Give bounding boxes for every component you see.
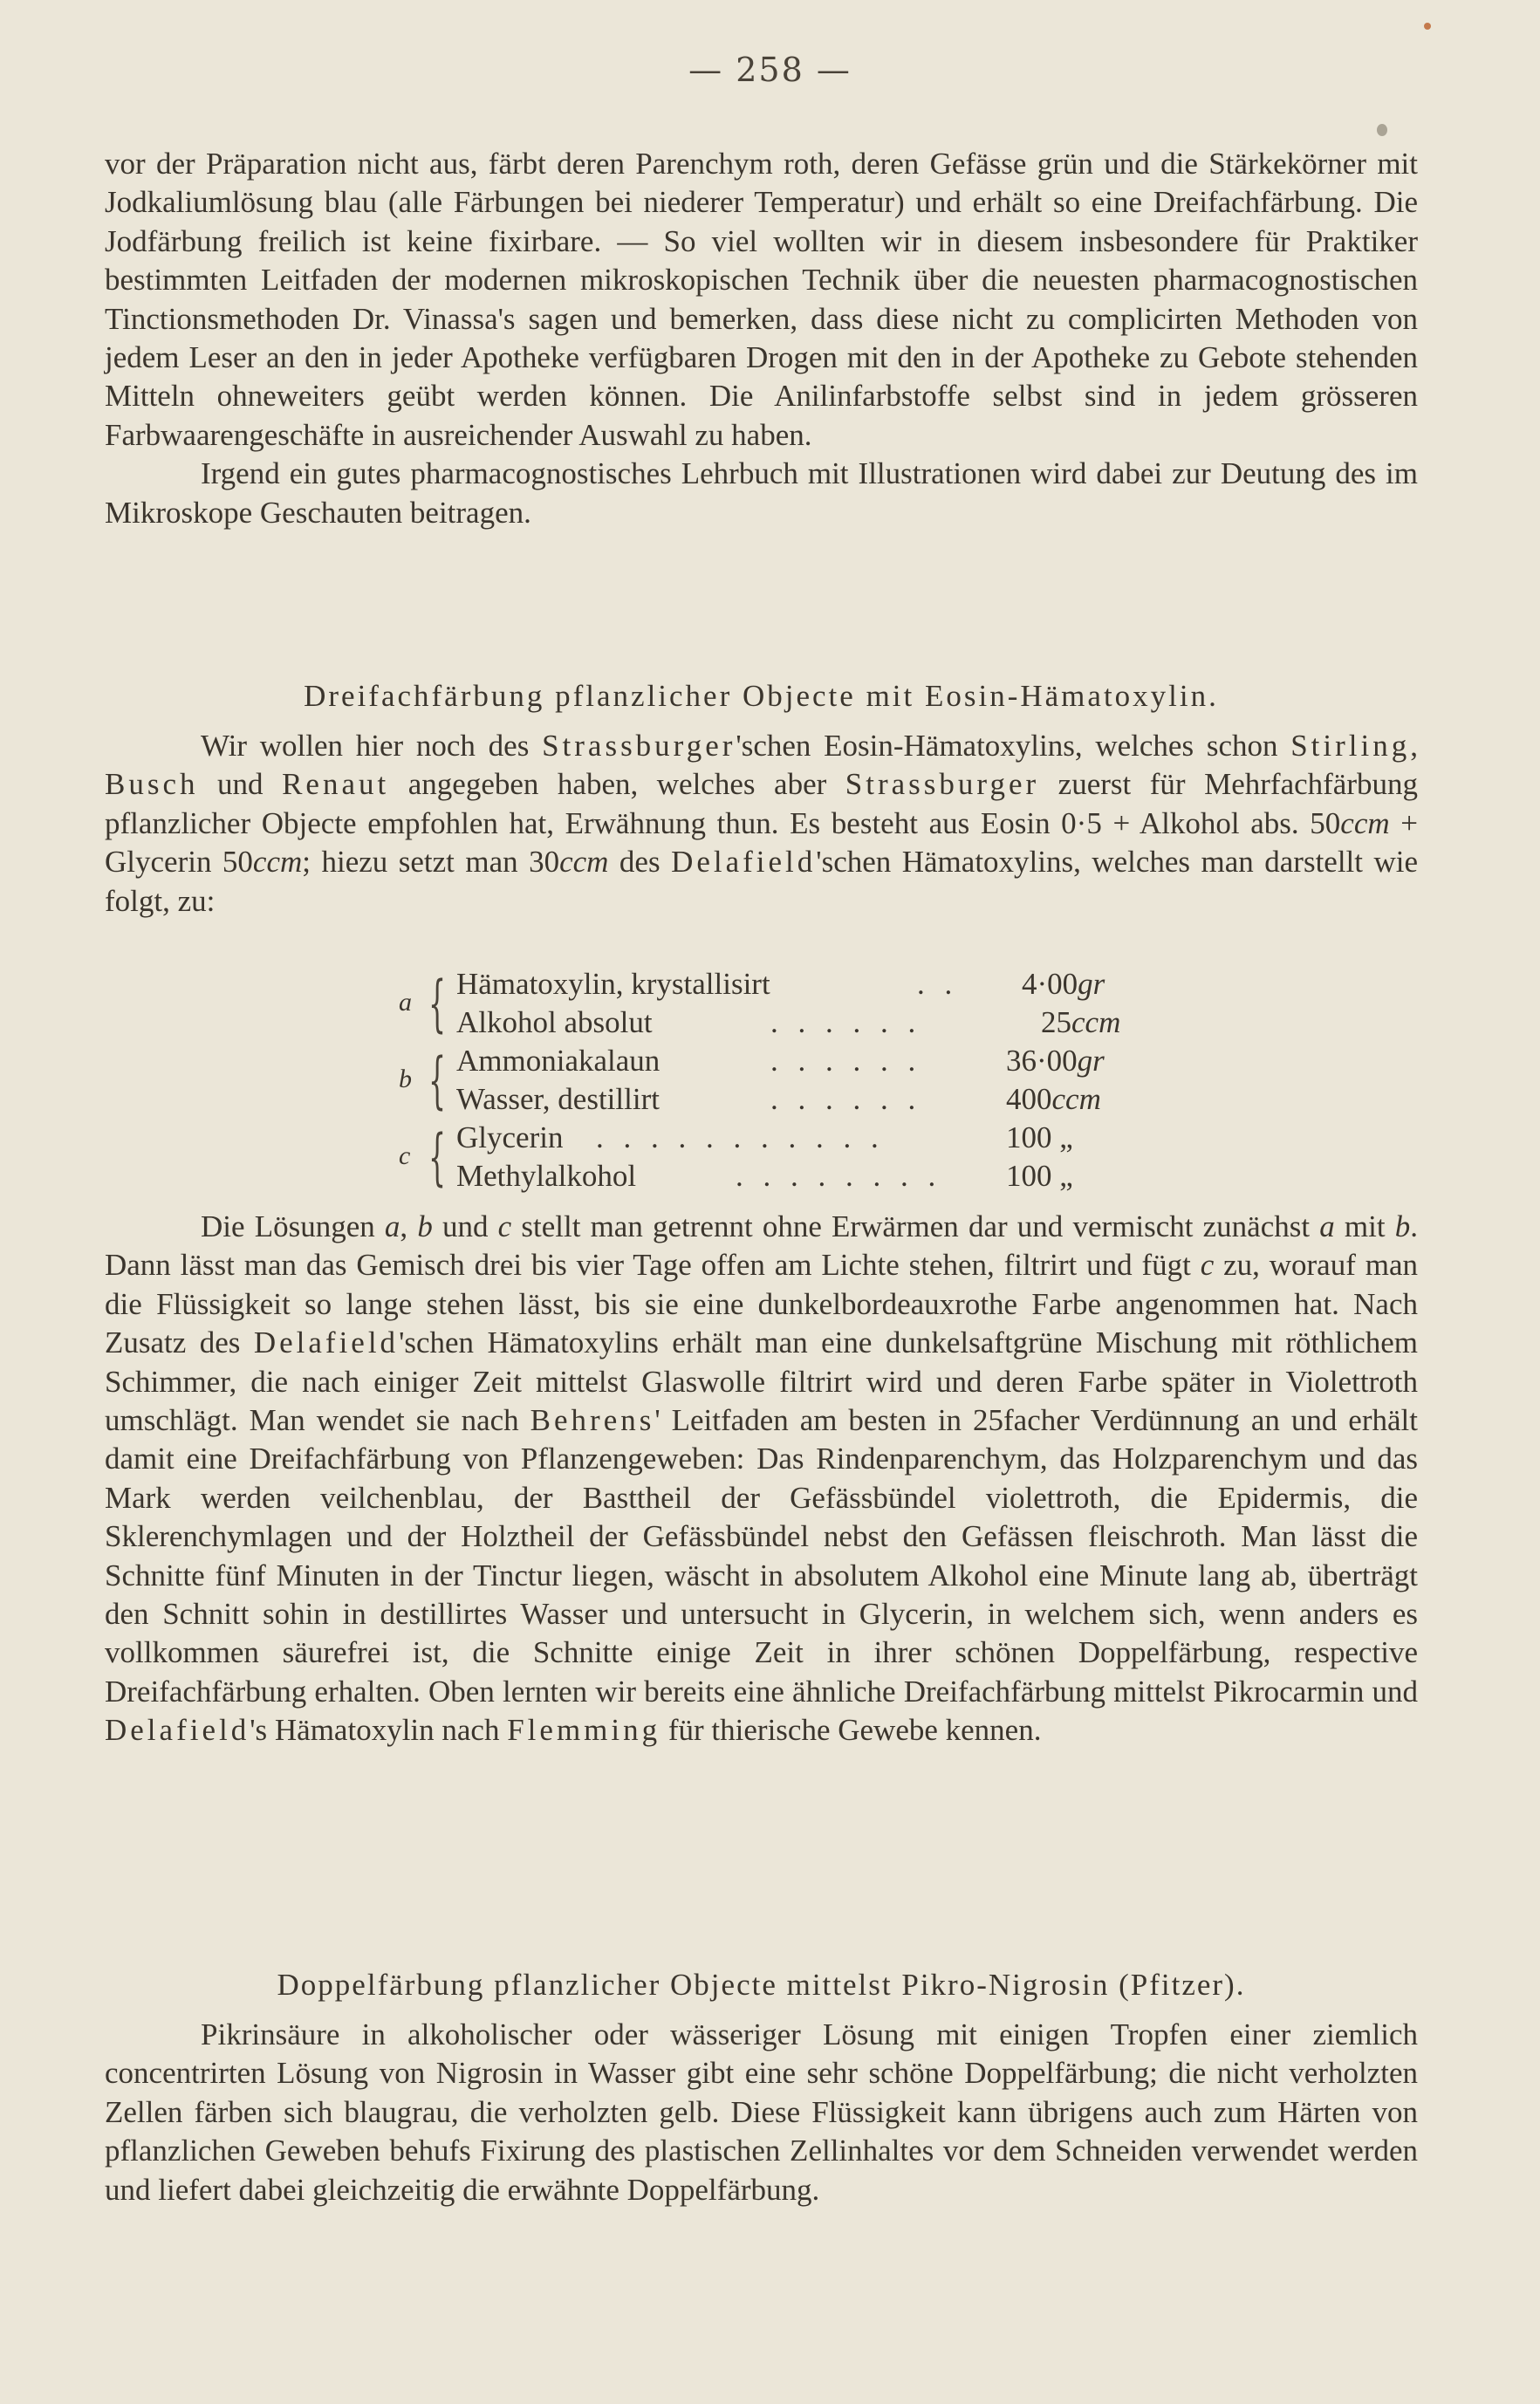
- paragraph-method: [105, 1208, 1418, 1750]
- author-name: Renaut: [282, 767, 390, 802]
- recipe-row: [456, 1157, 1146, 1195]
- paragraph-text: Wir wollen hier noch des Strassburger'schen Eosin-Hämatoxylins, welches schon Stirling, Busch und Renaut angegeben haben, welches aber Strassburger zuerst für Mehrfachfärbung pflanzlicher Objecte empfohlen hat, Erwähnung thun. Es besteht aus Eosin 0·5 + Alkohol abs. 50ccm + Glycerin 50ccm; hiezu setzt man 30ccm des Delafield'schen Hämatoxylins, welches man darstellt wie folgt, zu:: [105, 729, 1419, 918]
- recipe-row: [456, 1042, 1146, 1080]
- ingredient-name: Glycerin: [456, 1120, 564, 1154]
- page-number: — 258 —: [688, 51, 852, 89]
- brace-icon: {: [428, 1044, 447, 1116]
- paragraph-nigrosin: [105, 2016, 1418, 2209]
- ingredient-name: Wasser, destillirt: [456, 1082, 660, 1116]
- recipe-group-c: [397, 1119, 1147, 1195]
- section-heading: Dreifachfärbung pflanzlicher Objecte mit Eosin-Hämatoxylin.: [304, 679, 1219, 713]
- ingredient-quantity: 25ccm: [1041, 1005, 1121, 1039]
- recipe-letter: b: [399, 1065, 412, 1093]
- author-name: Strassburger: [845, 767, 1040, 802]
- recipe-row: [456, 1003, 1146, 1042]
- recipe-row: [456, 965, 1146, 1003]
- ingredient-quantity: 100 „: [1006, 1120, 1073, 1154]
- brace-icon: {: [428, 968, 447, 1039]
- ingredient-name: Methylalkohol: [456, 1159, 637, 1193]
- recipe-group-a: [397, 965, 1147, 1042]
- author-name: Busch: [105, 767, 199, 802]
- recipe-row: [456, 1119, 1146, 1157]
- ingredient-quantity: 4·00gr: [1022, 967, 1105, 1001]
- ingredient-name: Alkohol absolut: [456, 1005, 653, 1039]
- paragraph-continuation: [105, 145, 1418, 532]
- author-name: Flemming: [507, 1713, 661, 1748]
- ingredient-quantity: 36·00gr: [1006, 1044, 1105, 1078]
- author-name: Behrens: [530, 1403, 655, 1438]
- leader-dots: . . . . . .: [770, 1044, 922, 1078]
- recipe-group-b: [397, 1042, 1147, 1119]
- recipe-letter: a: [399, 988, 412, 1017]
- author-name: Delafield: [105, 1713, 250, 1748]
- author-name: Delafield: [671, 845, 817, 880]
- section-heading: Doppelfärbung pflanzlicher Objecte mittelst Pikro-Nigrosin (Pfitzer).: [277, 1968, 1246, 2002]
- leader-dots: . . . . . .: [770, 1005, 922, 1039]
- leader-dots: . .: [917, 967, 959, 1001]
- ink-smudge: [1377, 124, 1387, 136]
- red-ink-dot: [1424, 23, 1431, 30]
- paragraph-text: Pikrinsäure in alkoholischer oder wässeriger Lösung mit einigen Tropfen einer ziemlich concentrirten Lösung von Nigrosin in Wasser gibt eine sehr schöne Doppelfärbung; die nicht verholzten Zellen färben sich blaugrau, die verholzten gelb. Diese Flüssigkeit kann übrigens auch zum Härten von pflanzlichen Geweben behufs Fixirung des plastischen Zellinhaltes vor dem Schneiden verwendet werden und liefert dabei gleichzeitig die erwähnte Doppelfärbung.: [105, 2017, 1418, 2207]
- leader-dots: . . . . . . . . . . .: [596, 1120, 885, 1154]
- author-name: Strassburger: [542, 729, 736, 763]
- recipe-row: [456, 1080, 1146, 1119]
- recipe-table: [397, 965, 1147, 1195]
- ingredient-quantity: 100 „: [1006, 1159, 1073, 1193]
- author-name: Stirling: [1290, 729, 1411, 763]
- paragraph-text: Die Lösungen a, b und c stellt man getrennt ohne Erwärmen dar und vermischt zunächst a mit b. Dann lässt man das Gemisch drei bis vier Tage offen am Lichte stehen, filtrirt und fügt c zu, worauf man die Flüssigkeit so lange stehen lässt, bis sie eine dunkelbordeauxrothe Farbe angenommen hat. Nach Zusatz des Delafield'schen Hämatoxylins erhält man eine dunkelsaftgrüne Mischung mit röthlichem Schimmer, die nach einiger Zeit mittelst Glaswolle filtrirt wird und deren Farbe später in Violettroth umschlägt. Man wendet sie nach Behrens' Leitfaden am besten in 25facher Verdünnung an und erhält damit eine Dreifachfärbung von Pflanzengeweben: Das Rindenparenchym, das Holzparenchym und das Mark werden veilchenblau, der Basttheil der Gefässbündel violettroth, die Epidermis, die Sklerenchymlagen und der Holztheil der Gefässbündel nebst den Gefässen fleischroth. Man lässt die Schnitte fünf Minuten in der Tinctur liegen, wäscht in absolutem Alkohol eine Minute lang ab, überträgt den Schnitt sohin in destillirtes Wasser und untersucht in Glycerin, in welchem sich, wenn anders es vollkommen säurefrei ist, die Schnitte einige Zeit in ihrer schönen Doppelfärbung, respective Dreifachfärbung erhalten. Oben lernten wir bereits eine ähnliche Dreifachfärbung mittelst Pikrocarmin und Delafield's Hämatoxylin nach Flemming für thierische Gewebe kennen.: [105, 1209, 1419, 1748]
- ingredient-name: Ammoniakalaun: [456, 1044, 660, 1078]
- recipe-letter: c: [399, 1141, 411, 1170]
- ingredient-quantity: 400ccm: [1006, 1082, 1101, 1116]
- leader-dots: . . . . . .: [770, 1082, 922, 1116]
- paragraph-text: Irgend ein gutes pharmacognostisches Lehrbuch mit Illustrationen wird dabei zur Deutung des im Mikroskope Geschauten beitragen.: [105, 456, 1418, 530]
- paragraph-eosin: [105, 727, 1418, 921]
- ingredient-name: Hämatoxylin, krystallisirt: [456, 967, 770, 1001]
- author-name: Delafield: [253, 1325, 400, 1360]
- paragraph-text: vor der Präparation nicht aus, färbt deren Parenchym roth, deren Gefässe grün und die Stärkekörner mit Jodkaliumlösung blau (alle Färbungen bei niederer Temperatur) und erhält so eine Dreifachfärbung. Die Jodfärbung freilich ist keine fixirbare. — So viel wollten wir in diesem insbesondere für Praktiker bestimmten Leitfaden der modernen mikroskopischen Technik über die neuesten pharmacognostischen Tinctionsmethoden Dr. Vinassa's sagen und bemerken, dass diese nicht zu complicirten Methoden von jedem Leser an den in jeder Apotheke verfügbaren Drogen mit den in der Apotheke zu Gebote stehenden Mitteln ohneweiters geübt werden können. Die Anilinfarbstoffe selbst sind in jedem grösseren Farbwaarengeschäfte in ausreichender Auswahl zu haben.: [105, 147, 1418, 452]
- brace-icon: {: [428, 1121, 447, 1193]
- leader-dots: . . . . . . . .: [736, 1159, 942, 1193]
